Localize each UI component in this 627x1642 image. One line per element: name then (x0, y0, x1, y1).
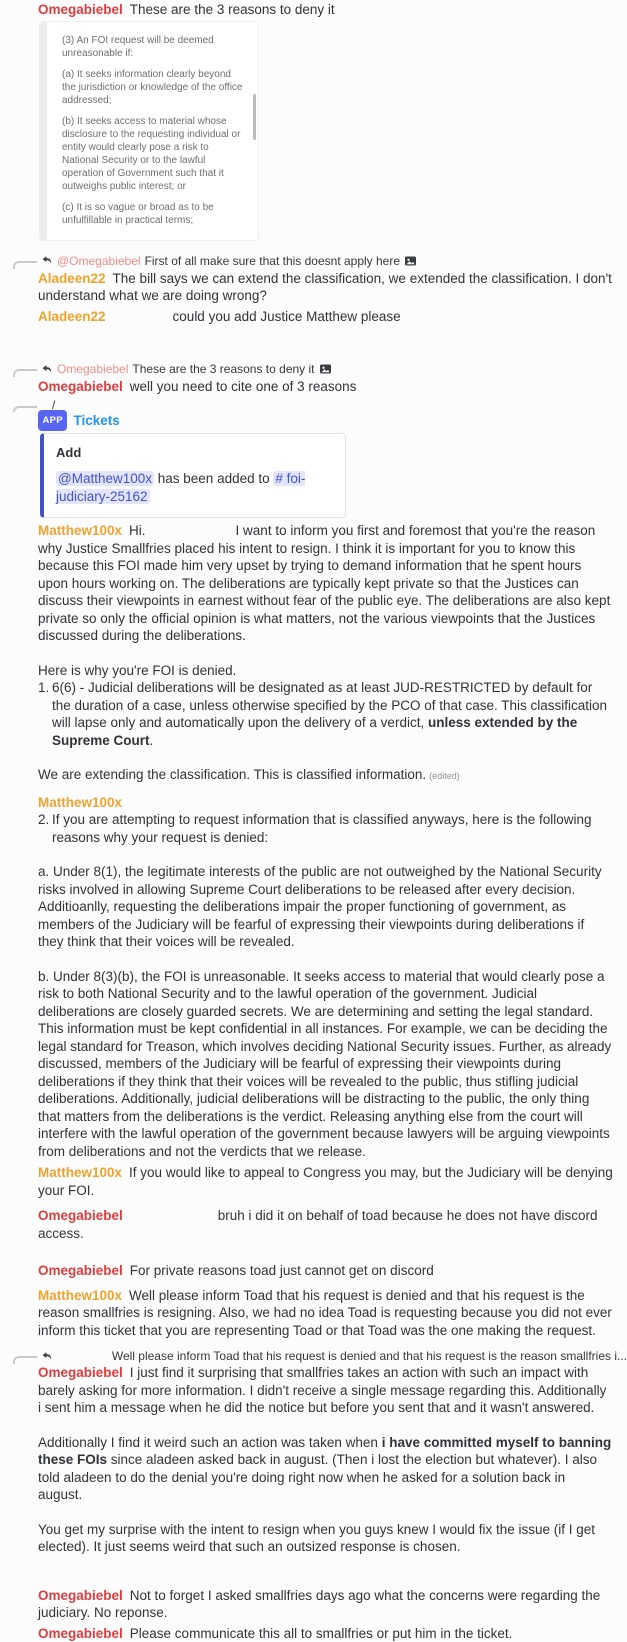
author-username[interactable]: Omegabiebel (38, 1588, 123, 1603)
author-username[interactable]: Matthew100x (38, 795, 122, 810)
reply-preview-text: These are the 3 reasons to deny it (132, 361, 314, 377)
author-username[interactable]: Omegabiebel (38, 379, 123, 394)
message-paragraph (38, 522, 613, 645)
message-paragraph: You get my surprise with the intent to resign when you guys knew I would fix the issue (if I get elected). It just seems weird that such an outsized response is chosen. (38, 1521, 613, 1556)
attachment-scrollbar (253, 94, 256, 140)
reply-arrow-icon (42, 1351, 53, 1362)
list-number: 1. (38, 679, 52, 749)
message (0, 378, 627, 396)
author-username[interactable]: Aladeen22 (38, 271, 106, 286)
message (0, 522, 627, 786)
message-text: These are the 3 reasons to deny it (130, 2, 335, 17)
message (0, 1207, 627, 1242)
author-username[interactable]: Omegabiebel (38, 1365, 123, 1380)
redacted-span (57, 1356, 108, 1357)
message (0, 270, 627, 305)
message-text: For private reasons toad just cannot get on discord (130, 1263, 434, 1278)
author-username[interactable]: Matthew100x (38, 1288, 122, 1303)
reply-author-mention[interactable]: Omegabiebel (57, 361, 128, 377)
embed-description (56, 470, 333, 505)
author-username[interactable]: Matthew100x (38, 523, 122, 538)
message (0, 308, 627, 326)
message-text: Please communicate this all to smallfries or put him in the ticket. (130, 1626, 513, 1641)
author-username[interactable]: Omegabiebel (38, 1208, 123, 1223)
message (0, 0, 627, 19)
message-text: If you would like to appeal to Congress you may, but the Judiciary will be denying your FOI. (38, 1165, 613, 1198)
reply-arrow-icon (42, 255, 53, 266)
edited-label: (edited) (429, 771, 460, 781)
message-text: could you add Justice Matthew please (173, 309, 401, 324)
attachment-document-text (62, 34, 246, 235)
message (0, 1262, 627, 1280)
reply-preview-text: First of all make sure that this doesnt apply here (145, 253, 400, 269)
message-paragraph: Here is why you're FOI is denied. (38, 662, 613, 680)
attachment-image[interactable] (40, 22, 258, 240)
image-attachment-icon (404, 255, 417, 267)
reply-author-mention[interactable]: @Omegabiebel (57, 253, 141, 269)
author-username[interactable]: Omegabiebel (38, 1626, 123, 1641)
attachment-clause-a: (a) It seeks information clearly beyond the jurisdiction or knowledge of the office addressed; (62, 68, 246, 107)
bold-text: unless extended by the Supreme Court (52, 715, 577, 748)
bold-text: i have committed myself to banning these FOIs (38, 1435, 611, 1468)
reply-spine (13, 369, 37, 377)
ordered-list-item (38, 811, 613, 846)
message-text: The bill says we can extend the classification, we extended the classification. I don't understand what we are doing wrong? (38, 271, 612, 304)
reply-spine (13, 261, 37, 269)
attachment-clause-3: (3) An FOI request will be deemed unreasonable if: (62, 34, 246, 60)
message (0, 794, 627, 1161)
bot-header (0, 413, 627, 429)
attachment-page-gutter (40, 22, 47, 240)
redacted-span (113, 320, 173, 321)
message (0, 1164, 627, 1199)
message-text: bruh i did it on behalf of toad because he does not have discord access. (38, 1208, 598, 1241)
list-number: 2. (38, 811, 52, 846)
reply-bar[interactable] (0, 253, 627, 269)
author-username[interactable]: Omegabiebel (38, 2, 123, 17)
message-paragraph: a. Under 8(1), the legitimate interests of the public are not outweighed by the National Security risks involved in allowing Supreme Court deliberations to be released after every decision. Additioanlly, requesting the deliberations impair the proper functioning of government, as members of the Judiciary will be fearful of expressing their viewpoints during deliberations if they think that their voices will be revealed. (38, 863, 613, 951)
ordered-list-item (38, 679, 613, 749)
reply-preview-text: Well please inform Toad that his request is denied and that his request is the reason smallfries i... (112, 1348, 627, 1364)
message-paragraph: We are extending the classification. This is classified information. (edited) (38, 766, 613, 786)
attachment-clause-c: (c) It is so vague or broad as to be unfulfillable in practical terms; (62, 201, 246, 227)
message (0, 1625, 627, 1642)
reply-spine (13, 406, 37, 412)
embed-title: Add (56, 444, 333, 462)
message-text: Well please inform Toad that his request is denied and that his request is the reason smallfries is resigning. Also, we had no idea Toad is requesting because you did not ever inform this ticket that you are representing Toad or that Toad was the one making the request. (38, 1288, 612, 1338)
message-paragraph: b. Under 8(3)(b), the FOI is unreasonable. It seeks access to material that would clearly pose a risk to both National Security and to the lawful operation of the government. Judicial deliberations are closely guarded secrets. We are determining and setting the legal standard. This information must be kept confidential in all instances. For example, we can be deciding the legal standard for Treason, which involves deciding National Security issues. Further, as already discussed, members of the Judiciary will be fearful of expressing their viewpoints during deliberations if they think that their voices will be revealed to the public, thus stifling judicial deliberations. Additionally, judicial deliberations will be distracting to the public, the only thing that matters from the deliberations is the verdict. Releasing anything else from the court will interfere with the lawful operation of the government because lawyers will be arguing viewpoints from deliberations and not the verdicts that we release. (38, 968, 613, 1161)
list-item-text: If you are attempting to request information that is classified anyways, here is the following reasons why your request is denied: (52, 811, 613, 846)
app-badge: APP (38, 410, 67, 431)
message (0, 1587, 627, 1622)
author-username[interactable]: Omegabiebel (38, 1263, 123, 1278)
reply-bar[interactable] (0, 398, 627, 412)
reply-spine (13, 1356, 37, 1364)
message-text: Hi. (129, 523, 146, 538)
message (0, 1364, 627, 1556)
message-text: well you need to cite one of 3 reasons (130, 379, 357, 394)
bot-name[interactable]: Tickets (73, 412, 119, 430)
author-username[interactable]: Aladeen22 (38, 309, 106, 324)
reply-bar[interactable] (0, 1348, 627, 1364)
embed-text: has been added to (158, 471, 270, 486)
reply-bar[interactable] (0, 361, 627, 377)
channel-mention[interactable]: # foi-judiciary-25162 (56, 471, 305, 504)
embed (40, 433, 346, 519)
message (0, 1287, 627, 1340)
message-paragraph: Additionally I find it weird such an action was taken when i have committed myself to banning these FOIs since aladeen asked back in august. (Then i lost the election but whatever). I also told aladeen to do the denial you're doing right now when he asked for a solution back in august. (38, 1434, 613, 1504)
reply-preview-text: / (52, 398, 55, 412)
message-text: Not to forget I asked smallfries days ago what the concerns were regarding the judiciary. No reponse. (38, 1588, 600, 1621)
redacted-span (130, 1219, 218, 1220)
author-username[interactable]: Matthew100x (38, 1165, 122, 1180)
user-mention[interactable]: @Matthew100x (56, 471, 154, 486)
attachment-clause-b: (b) It seeks access to material whose disclosure to the requesting individual or entity would clearly pose a risk to National Security or to the lawful operation of Government such that it outweighs public interest; or (62, 115, 246, 193)
message-paragraph (38, 1364, 613, 1417)
list-item-text: 6(6) - Judicial deliberations will be designated as at least JUD-RESTRICTED by default for the duration of a case, unless otherwise specified by the PCO of that case. This classification will lapse only and automatically upon the delivery of a verdict, unless extended by the Supreme Court. (52, 679, 613, 749)
redacted-span (146, 534, 236, 535)
message-text: I want to inform you first and foremost that you're the reason why Justice Smallfries placed his intent to resign. I think it is important for you to know this because this FOI made him very upset by trying to demand information that he spent hours upon hours working on. The deliberations are typically kept private so that the Justices can discuss their viewpoints in earnest without fear of the public eye. The deliberations are also kept private so only the official opinion is what matters, not the various viewpoints that the Justices discussed during the deliberations. (38, 523, 610, 643)
image-attachment-icon (319, 363, 332, 375)
reply-arrow-icon (42, 364, 53, 375)
message-text: I just find it surprising that smallfries takes an action with such an impact with barely asking for more information. I didn't receive a single message regarding this. Additionally i sent him a message when he did the notice but before you sent that and it wasn't answered. (38, 1365, 606, 1415)
